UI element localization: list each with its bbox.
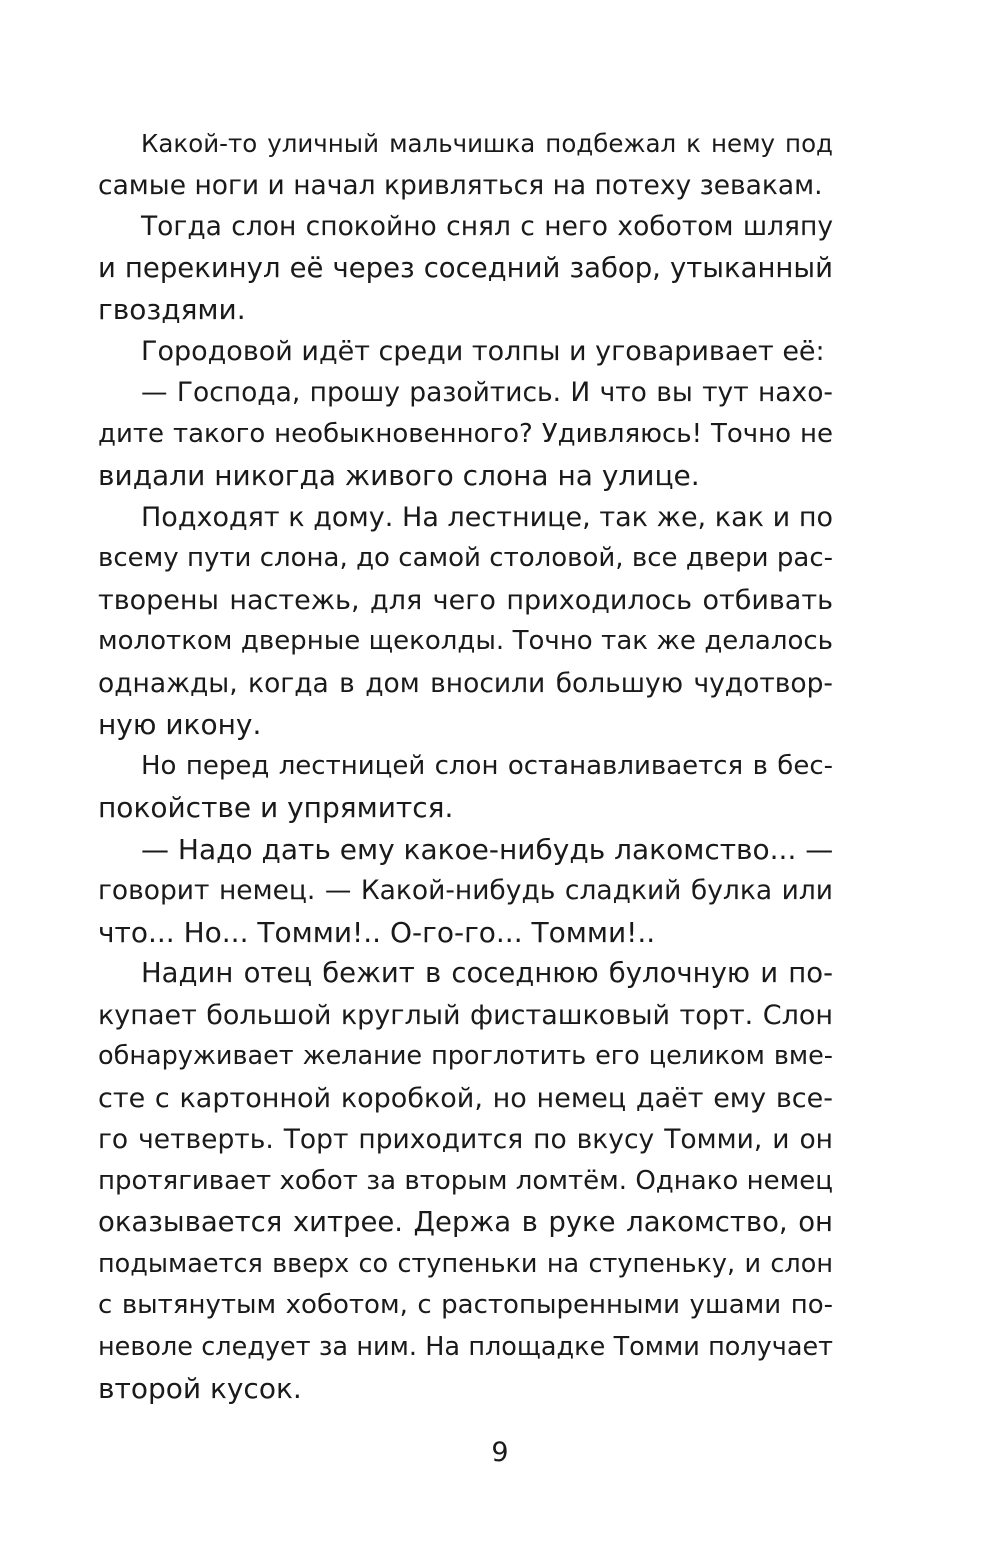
text-line: сте с картонной коробкой, но немец даёт ему все- [98,1082,833,1114]
text-line: подымается вверх со ступеньки на ступеньку, и слон [98,1248,833,1279]
text-line: покойстве и упрямится. [98,791,454,824]
text-line: дите такого необыкновенного? Удивляюсь! Точно не [98,418,833,449]
text-line: и перекинул её через соседний забор, утыканный [98,251,833,284]
text-line: Тогда слон спокойно снял с него хоботом шляпу [141,211,833,242]
text-line: второй кусок. [98,1372,302,1405]
text-line: обнаруживает желание проглотить его целиком вме- [98,1041,833,1071]
text-line: Подходят к дому. На лестнице, так же, как и по [141,501,833,533]
text-line: — Господа, прошу разойтись. И что вы тут нахо- [141,377,833,408]
text-line: ную икону. [98,708,262,741]
paragraph [98,206,833,331]
text-line: Но перед лестницей слон останавливается в бес- [141,750,833,781]
text-line: молотком дверные щеколды. Точно так же делалось [98,626,833,656]
text-line: что... Но... Томми!.. О-го-го... Томми!.. [98,915,656,949]
text-line: оказывается хитрее. Держа в руке лакомство, он [98,1206,833,1238]
text-line: — Надо дать ему какое-нибудь лакомство... — [141,832,834,866]
text-line: самые ноги и начал кривляться на потеху зевакам. [98,169,823,201]
text-line: творены настежь, для чего приходилось отбивать [98,584,833,616]
paragraph [98,746,833,829]
paragraph [98,331,833,373]
paragraph [98,372,833,497]
text-line: Какой-то уличный мальчишка подбежал к нему под [141,129,833,158]
text-line: всему пути слона, до самой столовой, все двери рас- [98,543,833,573]
text-line: неволе следует за ним. На площадке Томми получает [98,1331,833,1362]
text-line: видали никогда живого слона на улице. [98,459,700,492]
paragraph [98,829,833,954]
page-body [98,123,833,1410]
text-line: с вытянутым хоботом, с растопыренными ушами по- [98,1290,833,1320]
text-line: однажды, когда в дом вносили большую чудотвор- [98,667,833,699]
page-number: 9 [491,1437,509,1468]
text-line: купает большой круглый фисташковый торт. Слон [98,999,833,1031]
text-line: протягивает хобот за вторым ломтём. Однако немец [98,1165,833,1196]
paragraph [98,123,833,206]
paragraph [98,953,833,1410]
paragraph [98,497,833,746]
text-line: гвоздями. [98,293,246,326]
text-line: говорит немец. — Какой-нибудь сладкий булка или [98,875,833,906]
text-line: го четверть. Торт приходится по вкусу Томми, и он [98,1124,833,1155]
text-line: Надин отец бежит в соседнюю булочную и по- [141,957,833,989]
text-line: Городовой идёт среди толпы и уговаривает её: [141,335,825,367]
